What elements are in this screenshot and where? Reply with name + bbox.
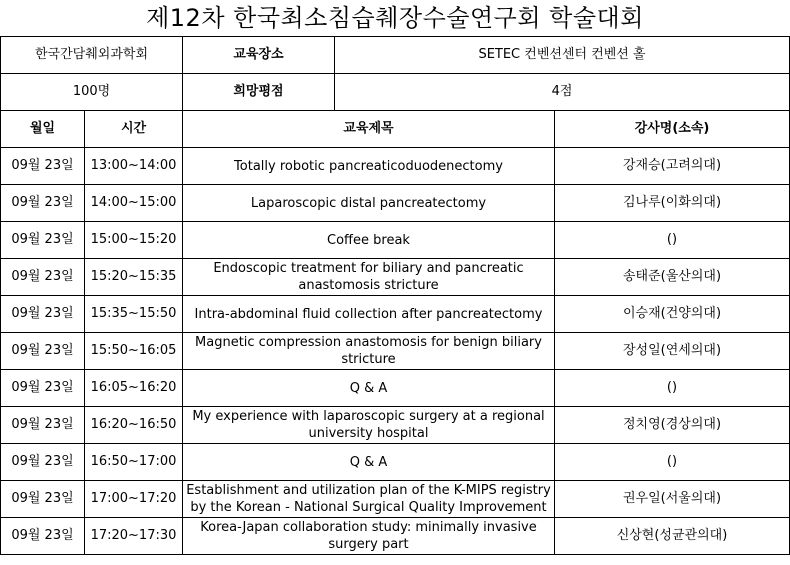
- lecturer-cell: 이승재(건양의대): [555, 296, 790, 333]
- topic-cell: Q & A: [183, 444, 555, 481]
- info-row-2: [1, 74, 790, 111]
- time-cell: 16:20~16:50: [85, 407, 183, 444]
- date-cell: 09월 23일: [1, 296, 85, 333]
- time-cell: 16:50~17:00: [85, 444, 183, 481]
- lecturer-header: 강사명(소속): [555, 111, 790, 148]
- date-cell: 09월 23일: [1, 481, 85, 518]
- date-cell: 09월 23일: [1, 148, 85, 185]
- schedule-table: [0, 36, 790, 555]
- date-cell: 09월 23일: [1, 518, 85, 555]
- date-cell: 09월 23일: [1, 370, 85, 407]
- time-cell: 16:05~16:20: [85, 370, 183, 407]
- table-row: [1, 296, 790, 333]
- time-cell: 15:50~16:05: [85, 333, 183, 370]
- topic-cell: My experience with laparoscopic surgery at a regional university hospital: [183, 407, 555, 444]
- table-row: [1, 407, 790, 444]
- date-cell: 09월 23일: [1, 444, 85, 481]
- page-title: 제12차 한국최소침습췌장수술연구회 학술대회: [146, 4, 644, 32]
- table-row: [1, 259, 790, 296]
- topic-cell: Establishment and utilization plan of the K-MIPS registry by the Korean - National Surgical Quality Improvement: [183, 481, 555, 518]
- lecturer-cell: (): [555, 370, 790, 407]
- topic-cell: Coffee break: [183, 222, 555, 259]
- table-row: [1, 333, 790, 370]
- time-header: 시간: [85, 111, 183, 148]
- time-cell: 15:00~15:20: [85, 222, 183, 259]
- score-value: 4점: [335, 74, 790, 111]
- topic-cell: Intra-abdominal fluid collection after pancreatectomy: [183, 296, 555, 333]
- table-row: [1, 148, 790, 185]
- topic-cell: Totally robotic pancreaticoduodenectomy: [183, 148, 555, 185]
- venue-value: SETEC 컨벤션센터 컨벤션 홀: [335, 37, 790, 74]
- topic-cell: Endoscopic treatment for biliary and pancreatic anastomosis stricture: [183, 259, 555, 296]
- table-row: [1, 444, 790, 481]
- date-cell: 09월 23일: [1, 407, 85, 444]
- table-row: [1, 370, 790, 407]
- table-header-row: [1, 111, 790, 148]
- time-cell: 17:00~17:20: [85, 481, 183, 518]
- topic-cell: Laparoscopic distal pancreatectomy: [183, 185, 555, 222]
- lecturer-cell: (): [555, 444, 790, 481]
- date-cell: 09월 23일: [1, 259, 85, 296]
- score-label: 희망평점: [183, 74, 335, 111]
- time-cell: 17:20~17:30: [85, 518, 183, 555]
- topic-header: 교육제목: [183, 111, 555, 148]
- lecturer-cell: 신상현(성균관의대): [555, 518, 790, 555]
- topic-cell: Magnetic compression anastomosis for benign biliary stricture: [183, 333, 555, 370]
- table-row: [1, 222, 790, 259]
- time-cell: 15:20~15:35: [85, 259, 183, 296]
- date-cell: 09월 23일: [1, 185, 85, 222]
- info-row-1: [1, 37, 790, 74]
- date-header: 월일: [1, 111, 85, 148]
- lecturer-cell: 송태준(울산의대): [555, 259, 790, 296]
- table-row: [1, 185, 790, 222]
- lecturer-cell: 강재승(고려의대): [555, 148, 790, 185]
- lecturer-cell: 권우일(서울의대): [555, 481, 790, 518]
- lecturer-cell: 정치영(경상의대): [555, 407, 790, 444]
- time-cell: 13:00~14:00: [85, 148, 183, 185]
- lecturer-cell: 장성일(연세의대): [555, 333, 790, 370]
- date-cell: 09월 23일: [1, 333, 85, 370]
- date-cell: 09월 23일: [1, 222, 85, 259]
- time-cell: 14:00~15:00: [85, 185, 183, 222]
- time-cell: 15:35~15:50: [85, 296, 183, 333]
- topic-cell: Korea-Japan collaboration study: minimally invasive surgery part: [183, 518, 555, 555]
- topic-cell: Q & A: [183, 370, 555, 407]
- table-row: [1, 518, 790, 555]
- lecturer-cell: 김나루(이화의대): [555, 185, 790, 222]
- table-row: [1, 481, 790, 518]
- lecturer-cell: (): [555, 222, 790, 259]
- organizer-cell: 한국간담췌외과학회: [1, 37, 183, 74]
- capacity-cell: 100명: [1, 74, 183, 111]
- venue-label: 교육장소: [183, 37, 335, 74]
